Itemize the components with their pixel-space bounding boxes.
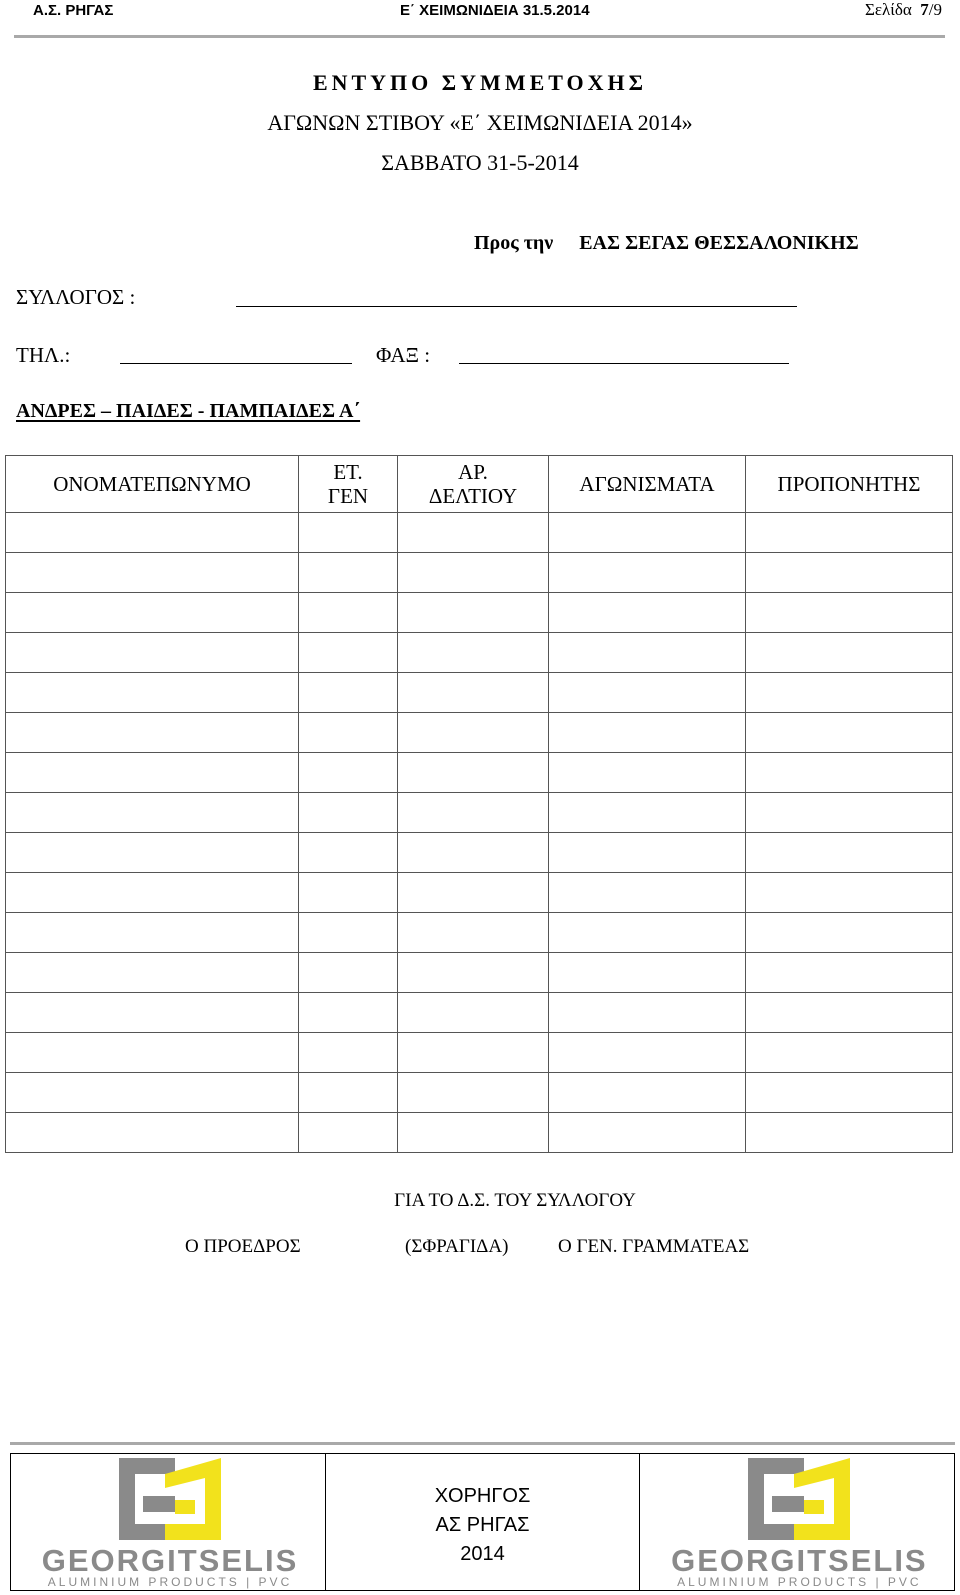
sponsor-text bbox=[326, 1482, 640, 1569]
table-body bbox=[6, 513, 953, 1153]
coach-cell[interactable] bbox=[746, 673, 953, 713]
table-row bbox=[6, 513, 953, 553]
club-label: ΣΥΛΛΟΓΟΣ : bbox=[16, 285, 136, 309]
logo-wordmark: GEORGITSELIS bbox=[671, 1543, 928, 1578]
table-row bbox=[6, 593, 953, 633]
footer-divider bbox=[10, 1442, 955, 1445]
table-row bbox=[6, 633, 953, 673]
fullname-cell[interactable] bbox=[6, 513, 299, 553]
events-cell[interactable] bbox=[549, 833, 746, 873]
card-number-cell[interactable] bbox=[398, 953, 549, 993]
events-cell[interactable] bbox=[549, 673, 746, 713]
fullname-cell[interactable] bbox=[6, 593, 299, 633]
addressee-name: ΕΑΣ ΣΕΓΑΣ ΘΕΣΣΑΛΟΝΙΚΗΣ bbox=[579, 232, 859, 254]
events-cell[interactable] bbox=[549, 793, 746, 833]
birth-year-cell[interactable] bbox=[299, 513, 398, 553]
card-number-cell[interactable] bbox=[398, 1033, 549, 1073]
fullname-cell[interactable] bbox=[6, 633, 299, 673]
birth-year-cell[interactable] bbox=[299, 793, 398, 833]
header-divider bbox=[14, 35, 945, 38]
category-heading: ΑΝΔΡΕΣ – ΠΑΙΔΕΣ - ΠΑΜΠΑΙΔΕΣ Α΄ bbox=[16, 400, 361, 422]
entry-table bbox=[5, 455, 953, 1153]
table-row bbox=[6, 553, 953, 593]
table-row bbox=[6, 673, 953, 713]
stamp-label: (ΣΦΡΑΓΙΔΑ) bbox=[405, 1236, 509, 1257]
card-number-cell[interactable] bbox=[398, 753, 549, 793]
fullname-cell[interactable] bbox=[6, 833, 299, 873]
header-event: Ε΄ ΧΕΙΜΩΝΙΔΕΙΑ 31.5.2014 bbox=[400, 2, 590, 19]
table-row bbox=[6, 1033, 953, 1073]
coach-cell[interactable] bbox=[746, 553, 953, 593]
card-number-cell[interactable] bbox=[398, 713, 549, 753]
addressee bbox=[474, 232, 859, 255]
card-number-cell[interactable] bbox=[398, 873, 549, 913]
sponsor-logo-right bbox=[639, 1454, 954, 1590]
event-title: ΑΓΩΝΩΝ ΣΤΙΒΟΥ «Ε΄ ΧΕΙΜΩΝΙΔΕΙΑ 2014» bbox=[267, 110, 693, 135]
page-label: Σελίδα bbox=[864, 0, 912, 19]
coach-cell[interactable] bbox=[746, 1113, 953, 1153]
col-card-number: ΑΡ. ΔΕΛΤΙΟΥ bbox=[398, 456, 549, 513]
col-birth-year: ΕΤ. ΓΕΝ bbox=[299, 456, 398, 513]
georgitselis-logo bbox=[654, 1456, 944, 1589]
fullname-cell[interactable] bbox=[6, 1073, 299, 1113]
events-cell[interactable] bbox=[549, 753, 746, 793]
card-number-cell[interactable] bbox=[398, 833, 549, 873]
birth-year-cell[interactable] bbox=[299, 593, 398, 633]
birth-year-cell[interactable] bbox=[299, 753, 398, 793]
page-current: 7 bbox=[920, 0, 929, 19]
birth-year-cell[interactable] bbox=[299, 673, 398, 713]
card-number-cell[interactable] bbox=[398, 553, 549, 593]
table-header-row bbox=[6, 456, 953, 513]
events-cell[interactable] bbox=[549, 593, 746, 633]
events-cell[interactable] bbox=[549, 633, 746, 673]
birth-year-cell[interactable] bbox=[299, 833, 398, 873]
table-row bbox=[6, 993, 953, 1033]
birth-year-cell[interactable] bbox=[299, 1113, 398, 1153]
card-number-cell[interactable] bbox=[398, 593, 549, 633]
logo-wordmark: GEORGITSELIS bbox=[41, 1543, 299, 1578]
sponsor-year: 2014 bbox=[460, 1543, 505, 1565]
table-row bbox=[6, 833, 953, 873]
events-cell[interactable] bbox=[549, 873, 746, 913]
coach-cell[interactable] bbox=[746, 833, 953, 873]
fullname-cell[interactable] bbox=[6, 1033, 299, 1073]
logo-tagline: ALUMINIUM PRODUCTS | PVC bbox=[47, 1575, 293, 1589]
birth-year-cell[interactable] bbox=[299, 993, 398, 1033]
card-number-cell[interactable] bbox=[398, 993, 549, 1033]
col-events: ΑΓΩΝΙΣΜΑΤΑ bbox=[549, 456, 746, 513]
fullname-cell[interactable] bbox=[6, 713, 299, 753]
logo-tagline: ALUMINIUM PRODUCTS | PVC bbox=[677, 1575, 922, 1589]
card-number-cell[interactable] bbox=[398, 513, 549, 553]
table-row bbox=[6, 1113, 953, 1153]
fullname-cell[interactable] bbox=[6, 793, 299, 833]
events-cell[interactable] bbox=[549, 513, 746, 553]
coach-cell[interactable] bbox=[746, 1033, 953, 1073]
birth-year-cell[interactable] bbox=[299, 713, 398, 753]
coach-cell[interactable] bbox=[746, 993, 953, 1033]
fullname-cell[interactable] bbox=[6, 753, 299, 793]
table-row bbox=[6, 873, 953, 913]
phone-field[interactable] bbox=[120, 363, 352, 364]
fullname-cell[interactable] bbox=[6, 873, 299, 913]
secretary-signature: Ο ΓΕΝ. ΓΡΑΜΜΑΤΕΑΣ bbox=[558, 1236, 750, 1257]
birth-year-cell[interactable] bbox=[299, 633, 398, 673]
coach-cell[interactable] bbox=[746, 793, 953, 833]
birth-year-cell[interactable] bbox=[299, 1073, 398, 1113]
fullname-cell[interactable] bbox=[6, 673, 299, 713]
coach-cell[interactable] bbox=[746, 633, 953, 673]
header-club: Α.Σ. ΡΗΓΑΣ bbox=[33, 2, 114, 19]
fullname-cell[interactable] bbox=[6, 913, 299, 953]
birth-year-cell[interactable] bbox=[299, 913, 398, 953]
fullname-cell[interactable] bbox=[6, 993, 299, 1033]
coach-cell[interactable] bbox=[746, 593, 953, 633]
phone-label: ΤΗΛ.: bbox=[16, 343, 71, 367]
georgitselis-logo bbox=[25, 1456, 315, 1589]
sponsor-label: ΧΟΡΗΓΟΣ bbox=[434, 1485, 531, 1507]
sponsor-text-cell bbox=[325, 1454, 640, 1590]
card-number-cell[interactable] bbox=[398, 633, 549, 673]
birth-year-cell[interactable] bbox=[299, 953, 398, 993]
event-date: ΣΑΒΒΑΤΟ 31-5-2014 bbox=[381, 150, 579, 175]
form-title: ΕΝΤΥΠΟ ΣΥΜΜΕΤΟΧΗΣ bbox=[312, 70, 648, 95]
coach-cell[interactable] bbox=[746, 873, 953, 913]
table-row bbox=[6, 953, 953, 993]
events-cell[interactable] bbox=[549, 1073, 746, 1113]
events-cell[interactable] bbox=[549, 993, 746, 1033]
card-number-cell[interactable] bbox=[398, 913, 549, 953]
events-cell[interactable] bbox=[549, 953, 746, 993]
coach-cell[interactable] bbox=[746, 953, 953, 993]
card-number-cell[interactable] bbox=[398, 673, 549, 713]
sponsor-box bbox=[10, 1453, 955, 1591]
events-cell[interactable] bbox=[549, 1033, 746, 1073]
events-cell[interactable] bbox=[549, 1113, 746, 1153]
birth-year-cell[interactable] bbox=[299, 1033, 398, 1073]
col-fullname: ΟΝΟΜΑΤΕΠΩΝΥΜΟ bbox=[6, 456, 299, 513]
page-total: /9 bbox=[928, 0, 942, 19]
birth-year-cell[interactable] bbox=[299, 553, 398, 593]
board-signature-title: ΓΙΑ ΤΟ Δ.Σ. ΤΟΥ ΣΥΛΛΟΓΟΥ bbox=[394, 1190, 636, 1211]
club-field[interactable] bbox=[236, 306, 797, 307]
fullname-cell[interactable] bbox=[6, 553, 299, 593]
events-cell[interactable] bbox=[549, 713, 746, 753]
logo-mark-icon bbox=[654, 1456, 944, 1544]
table-row bbox=[6, 913, 953, 953]
sponsor-club: ΑΣ ΡΗΓΑΣ bbox=[435, 1514, 530, 1536]
fullname-cell[interactable] bbox=[6, 1113, 299, 1153]
col-coach: ΠΡΟΠΟΝΗΤΗΣ bbox=[746, 456, 953, 513]
card-number-cell[interactable] bbox=[398, 1073, 549, 1113]
logo-mark-icon bbox=[25, 1456, 315, 1544]
addressee-prefix: Προς την bbox=[474, 232, 554, 254]
coach-cell[interactable] bbox=[746, 513, 953, 553]
table-row bbox=[6, 713, 953, 753]
card-number-cell[interactable] bbox=[398, 793, 549, 833]
events-cell[interactable] bbox=[549, 553, 746, 593]
table-row bbox=[6, 793, 953, 833]
header-page-number bbox=[865, 0, 942, 20]
birth-year-cell[interactable] bbox=[299, 873, 398, 913]
sponsor-logo-left bbox=[11, 1454, 325, 1590]
fax-field[interactable] bbox=[459, 363, 789, 364]
card-number-cell[interactable] bbox=[398, 1113, 549, 1153]
events-cell[interactable] bbox=[549, 913, 746, 953]
table-row bbox=[6, 753, 953, 793]
president-signature: Ο ΠΡΟΕΔΡΟΣ bbox=[185, 1236, 301, 1257]
coach-cell[interactable] bbox=[746, 1073, 953, 1113]
table-row bbox=[6, 1073, 953, 1113]
fullname-cell[interactable] bbox=[6, 953, 299, 993]
coach-cell[interactable] bbox=[746, 753, 953, 793]
fax-label: ΦΑΞ : bbox=[376, 343, 431, 367]
coach-cell[interactable] bbox=[746, 713, 953, 753]
coach-cell[interactable] bbox=[746, 913, 953, 953]
